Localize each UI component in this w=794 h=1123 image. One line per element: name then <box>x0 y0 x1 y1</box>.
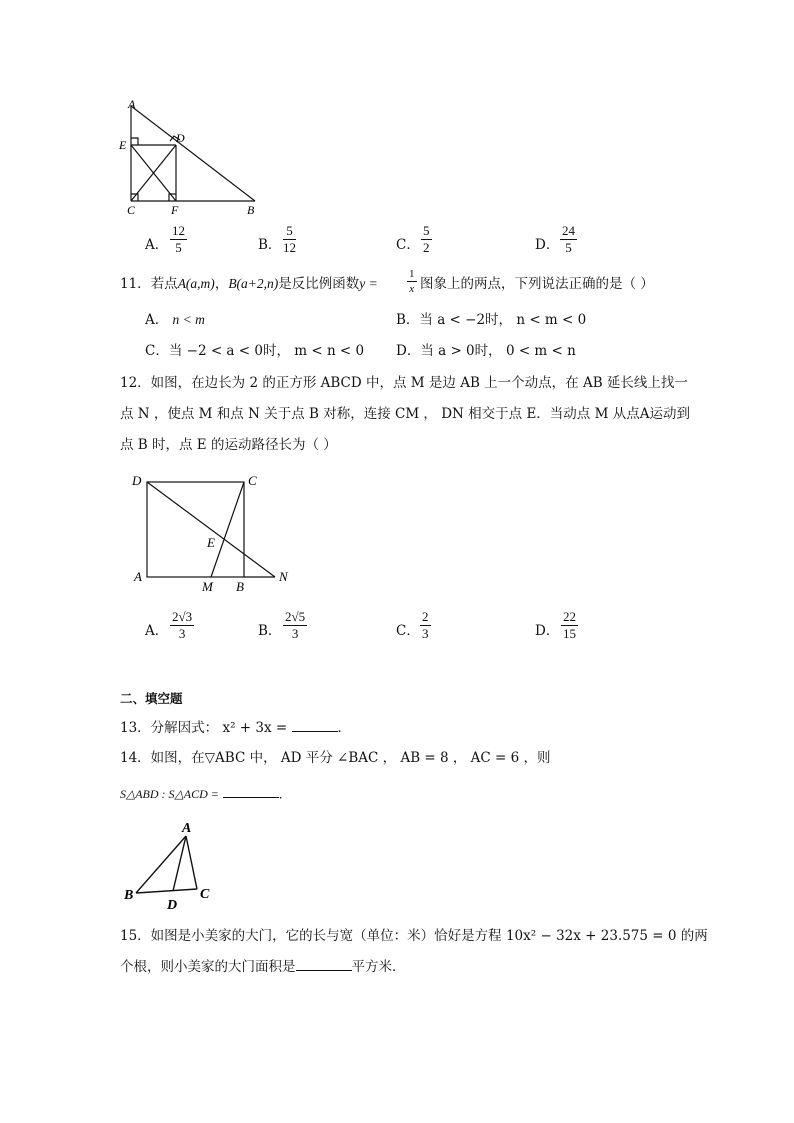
q11-stem <box>120 275 378 293</box>
q10-option-b-letter: B． <box>258 237 282 253</box>
section-title: 二、填空题 <box>120 691 183 706</box>
q14-line-2 <box>120 785 291 803</box>
q14-label-A: A <box>182 821 192 836</box>
q12-line-3: 点 B 时，点 E 的运动路径长为（ ） <box>120 437 337 453</box>
q10-option-c-value: 5 2 <box>423 223 430 255</box>
q12-label-C: C <box>248 473 257 488</box>
q10-label-C: C <box>127 203 136 217</box>
q11-option-d: D．当 a > 0时， 0 < m < n <box>396 343 576 359</box>
q12-label-E: E <box>207 535 215 550</box>
q12-option-c-value: 2 3 <box>422 609 429 641</box>
q13-text: 13．分解因式： x² + 3x = <box>120 720 288 736</box>
q12-option-c-letter: C． <box>396 623 420 639</box>
q14-label-C: C <box>200 887 210 902</box>
q15-blank <box>296 958 352 971</box>
q11-stem-a: 若点 <box>150 276 178 292</box>
q12-option-d-letter: D． <box>535 623 560 639</box>
q10-option-a-value: 12 5 <box>172 223 185 255</box>
q11-option-c: C．当 −2 < a < 0时， m < n < 0 <box>145 343 365 359</box>
q12-label-M: M <box>202 579 213 594</box>
q12-option-d-value: 22 15 <box>563 609 576 641</box>
q10-option-d-value: 24 5 <box>562 223 575 255</box>
q10-option-a-letter: A． <box>145 237 169 253</box>
q12-option-a-letter: A． <box>145 623 169 639</box>
q10-label-B: B <box>247 203 255 217</box>
q12-line-1: 12．如图，在边长为 2 的正方形 ABCD 中，点 M 是边 AB 上一个动点，在 AB 延长线上找一 <box>120 375 688 391</box>
q11-stem-b: 是反比例函数 <box>278 276 360 292</box>
q14-figure <box>120 818 220 913</box>
q12-label-D: D <box>132 473 142 488</box>
q11-option-b: B．当 a < −2时， n < m < 0 <box>396 312 587 328</box>
q10-option-c-letter: C． <box>396 237 420 253</box>
q15-line-2a: 个根，则小美家的大门面积是 <box>120 959 296 975</box>
q15-line-2 <box>120 958 406 976</box>
q12-option-a-value: 2√3 3 <box>172 609 193 641</box>
q12-option-b-letter: B． <box>258 623 282 639</box>
q12-label-N: N <box>279 569 288 584</box>
q14-line-1: 14．如图，在▽ABC 中， AD 平分 ∠BAC ， AB = 8 ， AC = 6 ，则 <box>120 750 551 766</box>
q12-label-A: A <box>134 569 142 584</box>
q10-option-d-letter: D． <box>535 237 560 253</box>
q11-func-fraction: 1 x <box>409 268 415 295</box>
q14-blank <box>223 785 279 798</box>
q11-number: 11． <box>120 276 151 292</box>
q11-func-y: y = <box>359 276 378 291</box>
q13-line <box>120 719 351 737</box>
q13-blank <box>292 719 338 732</box>
q11-point-b: B(a+2,n) <box>228 276 279 291</box>
q14-label-B: B <box>124 888 134 903</box>
q10-label-D: D <box>176 131 185 145</box>
q12-option-b-value: 2√5 3 <box>285 609 306 641</box>
q15-line-2b: 平方米． <box>351 959 406 975</box>
q11-stem-c: 图象上的两点，下列说法正确的是（ ） <box>420 276 654 292</box>
q12-label-B: B <box>236 579 244 594</box>
q10-figure <box>110 96 280 221</box>
q12-figure <box>128 470 303 595</box>
q10-label-E: E <box>119 138 127 152</box>
q11-option-a: A． n < m <box>145 312 205 328</box>
q13-end: ． <box>337 720 351 736</box>
q14-ratio: S△ABD : S△ACD = <box>120 787 219 801</box>
q10-label-A: A <box>128 97 136 111</box>
q10-label-F: F <box>171 203 179 217</box>
q10-option-b-value: 5 12 <box>283 223 296 255</box>
q14-label-D: D <box>167 898 178 913</box>
q12-line-2: 点 N ，使点 M 和点 N 关于点 B 对称，连接 CM ， DN 相交于点 E．当动点 M 从点A运动到 <box>120 406 690 422</box>
q11-point-a: A(a,m) <box>177 276 215 291</box>
q11-sep: ， <box>214 276 229 292</box>
q14-end: ． <box>278 787 291 801</box>
q15-line-1: 15．如图是小美家的大门，它的长与宽（单位：米）恰好是方程 10x² − 32x + 23.575 = 0 的两 <box>120 928 708 944</box>
